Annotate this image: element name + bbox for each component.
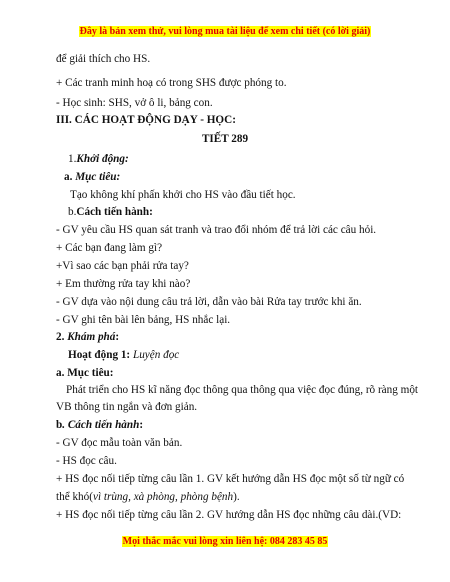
subheading-letter: a. — [64, 171, 73, 183]
heading-label: Khám phá — [67, 331, 116, 343]
text-line: - GV ghi tên bài lên bảng, HS nhắc lại. — [56, 314, 231, 326]
subheading-muc-tieu — [64, 170, 120, 184]
subheading-letter: b — [56, 419, 63, 431]
text-line: để giải thích cho HS. — [56, 53, 151, 65]
text-line: + HS đọc nối tiếp từng câu lần 2. GV hướng dẫn HS đọc những câu dài.(VD: — [56, 509, 402, 521]
text-line: VB thông tin ngắn và đơn giản. — [56, 401, 198, 413]
subheading-label: . Cách tiến hành — [62, 419, 140, 431]
text-line: - GV dựa vào nội dung câu trả lời, dẫn vào bài Rửa tay trước khi ăn. — [56, 296, 362, 308]
activity-heading — [68, 348, 179, 362]
preview-banner — [0, 26, 450, 37]
heading-label: Khởi động: — [76, 153, 129, 165]
text-line: - HS đọc câu. — [56, 455, 117, 467]
subheading-label: Cách tiến hành: — [76, 206, 153, 218]
activity-number: Hoạt động 1: — [68, 349, 131, 361]
activity-name: Luyện đọc — [132, 349, 180, 361]
contact-banner — [0, 536, 450, 547]
heading-khoi-dong — [68, 152, 129, 166]
subheading-label: Mục tiêu: — [75, 171, 121, 183]
heading-colon: : — [115, 331, 120, 343]
text-line: + Các tranh minh hoạ có trong SHS được phóng to. — [56, 77, 287, 89]
subheading-letter: b. — [68, 206, 77, 218]
text-segment: ). — [233, 491, 240, 503]
text-line: - GV yêu cầu HS quan sát tranh và trao đổi nhóm để trả lời các câu hỏi. — [56, 224, 377, 236]
text-line: Phát triển cho HS kĩ năng đọc thông qua thông qua việc đọc đúng, rõ ràng một — [66, 384, 419, 396]
text-line: - Học sinh: SHS, vở ô li, bảng con. — [56, 97, 213, 109]
text-line: + HS đọc nối tiếp từng câu lần 1. GV kết hướng dẫn HS đọc một số từ ngữ có — [56, 473, 405, 485]
text-line: Tạo không khí phấn khởi cho HS vào đầu tiết học. — [70, 189, 296, 201]
text-line: - GV đọc mẫu toàn văn bản. — [56, 437, 183, 449]
heading-number: 1. — [68, 153, 77, 165]
subheading-colon: : — [139, 419, 144, 431]
subheading-muc-tieu: a. Mục tiêu: — [56, 367, 114, 379]
text-line: + Em thường rửa tay khi nào? — [56, 278, 191, 290]
preview-banner-text: Đây là bản xem thử, vui lòng mua tài liệu để xem chi tiết (có lời giải) — [79, 26, 371, 37]
text-line: + Các bạn đang làm gì? — [56, 242, 163, 254]
section-heading: III. CÁC HOẠT ĐỘNG DẠY - HỌC: — [56, 114, 236, 126]
contact-banner-text: Mọi thắc mắc vui lòng xin liên hệ: 084 283 45 85 — [122, 536, 328, 547]
heading-number: 2. — [56, 331, 65, 343]
lesson-title: TIẾT 289 — [201, 133, 249, 145]
heading-kham-pha — [56, 330, 119, 344]
subheading-cach-tien-hanh — [56, 418, 143, 432]
text-line: +Vì sao các bạn phải rửa tay? — [56, 260, 189, 272]
text-line — [56, 490, 240, 504]
text-segment: thể khó( — [56, 491, 93, 503]
example-words: vì trùng, xà phòng, phòng bệnh — [92, 491, 234, 503]
subheading-cach-tien-hanh — [68, 205, 153, 219]
